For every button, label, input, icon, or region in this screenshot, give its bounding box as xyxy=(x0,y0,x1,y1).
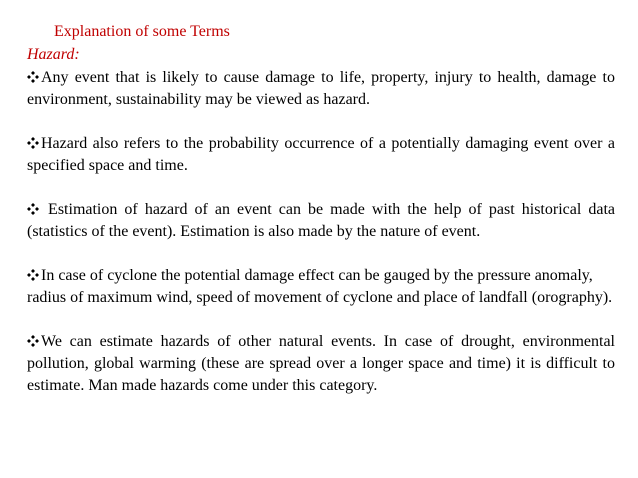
slide-title: Explanation of some Terms xyxy=(54,23,230,40)
bullet-paragraph-5 xyxy=(27,331,615,397)
slide-content xyxy=(27,67,615,397)
bullet-text-4: In case of cyclone the potential damage effect can be gauged by the pressure anomaly, radius of maximum wind, speed of movement of cyclone and place of landfall (orography). xyxy=(27,267,613,306)
bullet-paragraph-4 xyxy=(27,265,615,309)
bullet-text-5: We can estimate hazards of other natural events. In case of drought, environmental pollution, global warming (these are spread over a longer space and time) it is difficult to estimate. Man made hazards come under this category. xyxy=(27,333,615,394)
hazard-heading: Hazard: xyxy=(27,46,80,63)
four-diamond-bullet-icon xyxy=(27,137,39,149)
bullet-paragraph-1 xyxy=(27,67,615,111)
bullet-text-1: Any event that is likely to cause damage to life, property, injury to health, damage to environment, sustainability may be viewed as hazard. xyxy=(27,69,615,108)
four-diamond-bullet-icon xyxy=(27,335,39,347)
bullet-text-2: Hazard also refers to the probability occurrence of a potentially damaging event over a specified space and time. xyxy=(27,135,615,174)
four-diamond-bullet-icon xyxy=(27,71,39,83)
bullet-text-3: Estimation of hazard of an event can be made with the help of past historical data (statistics of the event). Estimation is also made by the nature of event. xyxy=(27,201,615,240)
four-diamond-bullet-icon xyxy=(27,203,39,215)
bullet-paragraph-3 xyxy=(27,199,615,243)
four-diamond-bullet-icon xyxy=(27,269,39,281)
bullet-paragraph-2 xyxy=(27,133,615,177)
